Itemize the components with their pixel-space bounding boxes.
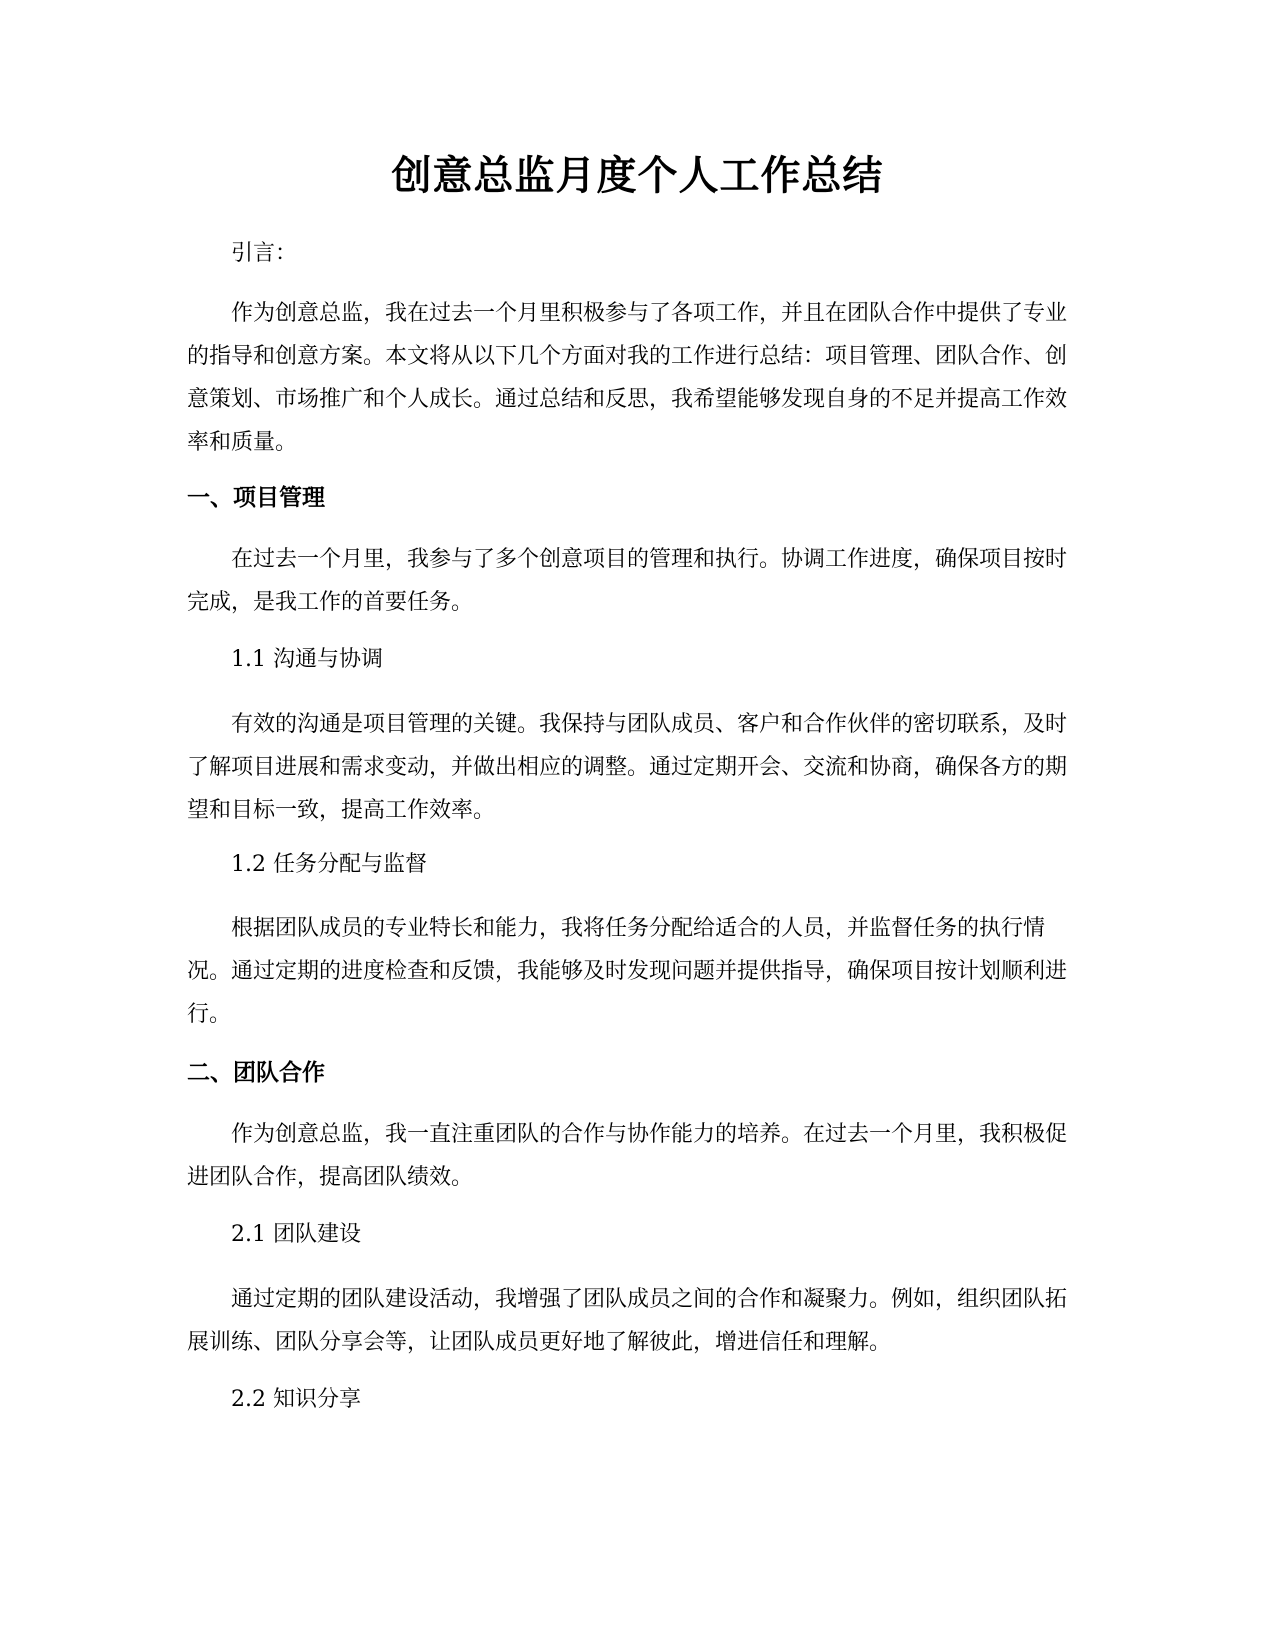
subsection-paragraph-team-building: 通过定期的团队建设活动，我增强了团队成员之间的合作和凝聚力。例如，组织团队拓展训练、团队分享会等，让团队成员更好地了解彼此，增进信任和理解。: [187, 1287, 1068, 1355]
subsection-heading-communication: 1.1 沟通与协调: [231, 647, 383, 672]
document-title: 创意总监月度个人工作总结: [391, 153, 884, 199]
subsection-paragraph-task-assignment: 根据团队成员的专业特长和能力，我将任务分配给适合的人员，并监督任务的执行情况。通过定期的进度检查和反馈，我能够及时发现问题并提供指导，确保项目按计划顺利进行。: [187, 916, 1068, 1027]
section-paragraph-team-cooperation: 作为创意总监，我一直注重团队的合作与协作能力的培养。在过去一个月里，我积极促进团队合作，提高团队绩效。: [187, 1122, 1068, 1190]
subsection-paragraph-communication: 有效的沟通是项目管理的关键。我保持与团队成员、客户和合作伙伴的密切联系，及时了解项目进展和需求变动，并做出相应的调整。通过定期开会、交流和协商，确保各方的期望和目标一致，提高工作效率。: [187, 712, 1068, 823]
section-paragraph-project-management: 在过去一个月里，我参与了多个创意项目的管理和执行。协调工作进度，确保项目按时完成，是我工作的首要任务。: [187, 547, 1068, 615]
subsection-heading-task-assignment: 1.2 任务分配与监督: [231, 852, 427, 877]
intro-label: 引言：: [231, 241, 298, 266]
subsection-heading-team-building: 2.1 团队建设: [231, 1222, 361, 1247]
section-heading-project-management: 一、项目管理: [187, 485, 325, 511]
intro-paragraph: 作为创意总监，我在过去一个月里积极参与了各项工作，并且在团队合作中提供了专业的指导和创意方案。本文将从以下几个方面对我的工作进行总结：项目管理、团队合作、创意策划、市场推广和个人成长。通过总结和反思，我希望能够发现自身的不足并提高工作效率和质量。: [187, 301, 1068, 455]
section-heading-team-cooperation: 二、团队合作: [187, 1060, 325, 1086]
subsection-heading-knowledge-sharing: 2.2 知识分享: [231, 1387, 361, 1412]
